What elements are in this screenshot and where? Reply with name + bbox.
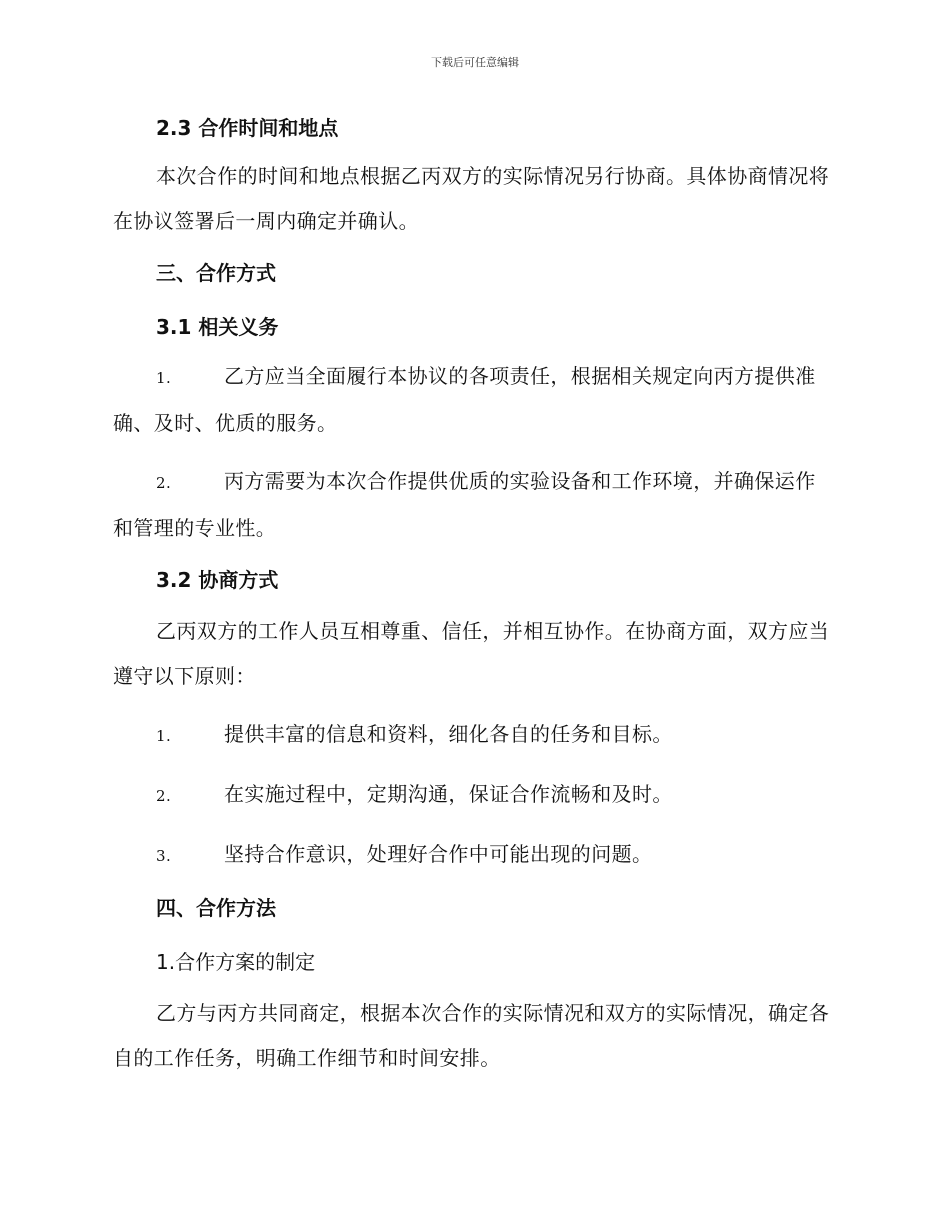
list-number: 1. (156, 369, 172, 387)
subheading-4-1: 1.合作方案的制定 (156, 950, 316, 974)
list-item (113, 712, 833, 759)
list-text: 丙方需要为本次合作提供优质的实验设备和工作环境，并确保运作和管理的专业性。 (113, 469, 816, 540)
heading-3-1: 3.1 相关义务 (156, 315, 279, 339)
heading-3: 三、合作方式 (156, 261, 276, 285)
list-text: 坚持合作意识，处理好合作中可能出现的问题。 (224, 842, 653, 866)
list-item (113, 832, 833, 879)
paragraph-4-1: 乙方与丙方共同商定，根据本次合作的实际情况和双方的实际情况，确定各自的工作任务，明确工作细节和时间安排。 (113, 1001, 830, 1070)
list-item (113, 772, 833, 819)
list-number: 3. (156, 847, 172, 865)
list-text: 乙方应当全面履行本协议的各项责任，根据相关规定向丙方提供准确、及时、优质的服务。 (113, 364, 816, 435)
paragraph-2-3: 本次合作的时间和地点根据乙丙双方的实际情况另行协商。具体协商情况将在协议签署后一周内确定并确认。 (113, 164, 830, 233)
heading-2-3: 2.3 合作时间和地点 (156, 116, 339, 140)
list-item (113, 459, 833, 551)
list-number: 2. (156, 787, 172, 805)
list-item (113, 354, 833, 446)
heading-4: 四、合作方法 (156, 896, 276, 920)
list-text: 提供丰富的信息和资料，细化各自的任务和目标。 (224, 722, 673, 746)
list-number: 2. (156, 474, 172, 492)
page-header: 下载后可任意编辑 (431, 56, 519, 69)
paragraph-3-2: 乙丙双方的工作人员互相尊重、信任，并相互协作。在协商方面，双方应当遵守以下原则： (113, 619, 830, 688)
document-body (113, 112, 833, 1081)
list-number: 1. (156, 727, 172, 745)
heading-3-2: 3.2 协商方式 (156, 568, 279, 592)
list-text: 在实施过程中，定期沟通，保证合作流畅和及时。 (224, 782, 673, 806)
